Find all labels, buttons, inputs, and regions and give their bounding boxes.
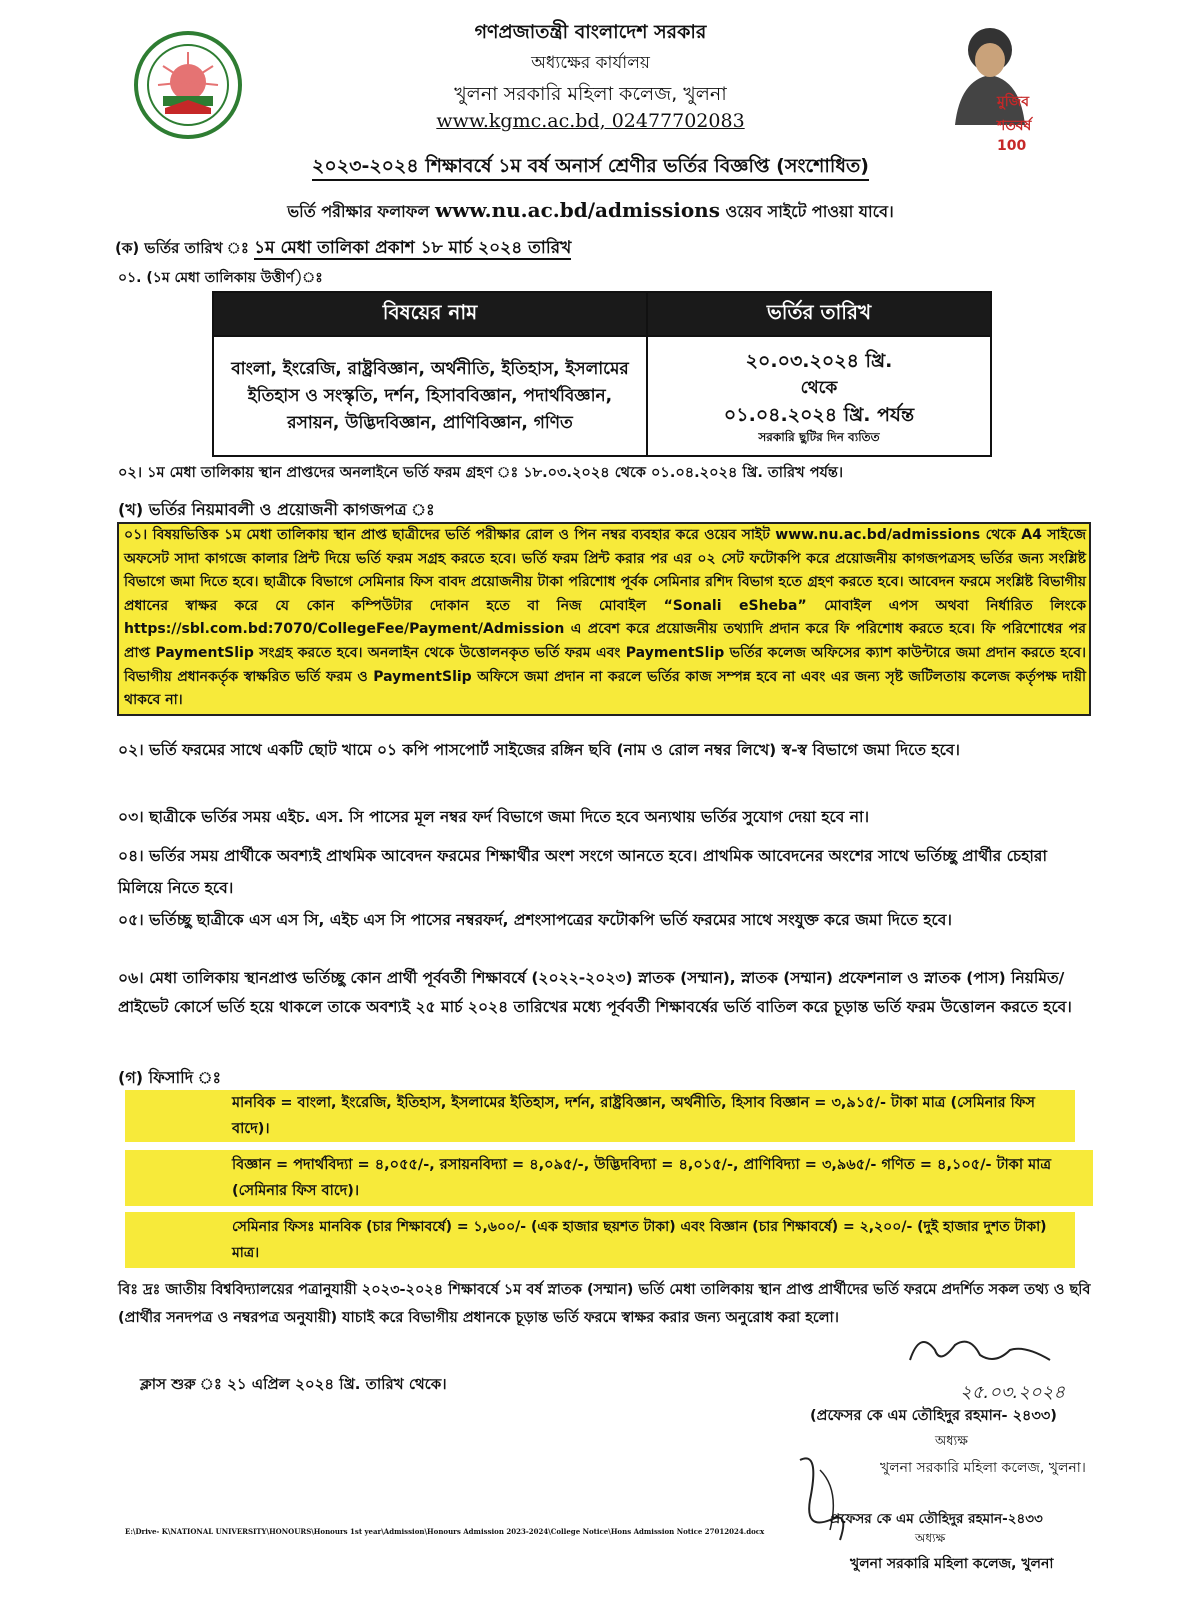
- note: বিঃ দ্রঃ জাতীয় বিশ্ববিদ্যালয়ের পত্রানুযায়ী ২০২৩-২০২৪ শিক্ষাবর্ষে ১ম বর্ষ স্নাতক (সম্মান) ভর্তি মেধা তালিকায় স্থান প্রাপ্ত প্রার্থীদের ভর্তি ফরমে প্রদর্শিত সকল তথ্য ও ছবি (প্রার্থীর সনদপত্র ও নম্বরপত্র অনুযায়ী) যাচাই করে বিভাগীয় প্রধানকে চূড়ান্ত ভর্তি ফরমে স্বাক্ষর করার জন্য অনুরোধ করা হলো।: [118, 1282, 1091, 1326]
- section-ka: [115, 235, 571, 263]
- badge-text: মুজিব শতবর্ষ 100: [997, 94, 1032, 154]
- date-note: সরকারি ছুটির দিন ব্যতিত: [758, 429, 880, 444]
- rule-01: ০১। বিষয়ভিত্তিক ১ম মেধা তালিকায় স্থান প্রাপ্ত ছাত্রীদের ভর্তি পরীক্ষার রোল ও পিন নম্বর ব্যবহার করে ওয়েব সাইট www.nu.ac.bd/admissions থেকে A4 সাইজে অফসেট সাদা কাগজে কালার প্রিন্ট দিয়ে ভর্তি ফরম সগ্রহ করতে হবে। ভর্তি ফরম প্রিন্ট করার পর এর ০২ সেট ফটোকপি করে প্রয়োজনীয় কাগজপত্রসহ ভর্তির জন্য সংশ্লিষ্ট বিভাগে জমা দিতে হবে। ছাত্রীকে বিভাগে সেমিনার ফিস বাবদ প্রয়োজনীয় টাকা পরিশোধ পূর্বক সেমিনার রশিদ বিভাগ হতে গ্রহণ করতে হবে। আবেদন ফরমে সংশ্লিষ্ট বিভাগীয় প্রধানের স্বাক্ষর করে যে কোন কম্পিউটার দোকান হতে বা নিজ মোবাইল “Sonali eSheba” মোবাইল এপস অথবা নির্ধারিত লিংকে https://sbl.com.bd:7070/CollegeFee/Payment/Admission এ প্রবেশ করে প্রয়োজনীয় তথ্যাদি প্রদান করে ফি পরিশোধ করতে হবে। ফি পরিশোধের পর প্রাপ্ত PaymentSlip সংগ্রহ করতে হবে। অনলাইন থেকে উত্তোলনকৃত ভর্তি ফরম এবং PaymentSlip ভর্তির কলেজ অফিসের ক্যাশ কাউন্টারে জমা প্রদান করতে হবে। বিভাগীয় প্রধানকর্তৃক স্বাক্ষরিত ভর্তি ফরম ও PaymentSlip অফিসে জমা প্রদান না করলে ভর্তির কাজ সম্পন্ন হবে না এবং এর জন্য সৃষ্ট জটিলতায় কলেজ কর্তৃপক্ষ দায়ী থাকবে না।: [124, 527, 1086, 709]
- section-ga: (গ) ফিসাদি ঃ: [118, 1068, 222, 1087]
- admission-date-table: [212, 291, 992, 457]
- rule-06: ০৬। মেধা তালিকায় স্থানপ্রাপ্ত ভর্তিচ্ছু কোন প্রার্থী পূর্ববর্তী শিক্ষাবর্ষে (২০২২-২০২৩) স্নাতক (সম্মান), স্নাতক (সম্মান) প্রফেশনাল ও স্নাতক (পাস) নিয়মিত/প্রাইভেট কোর্সে ভর্তি হয়ে থাকলে তাকে অবশ্যই ২৫ মার্চ ২০২৪ তারিখের মধ্যে পূর্ববর্তী শিক্ষাবর্ষের ভর্তি বাতিল করে চূড়ান্ত ভর্তি ফরম উত্তোলন করতে হবে।: [118, 969, 1072, 1016]
- result-url-link[interactable]: www.nu.ac.bd/admissions: [434, 198, 720, 222]
- result-prefix: ভর্তি পরীক্ষার ফলাফল: [287, 202, 435, 221]
- stamp-name: প্রফেসর কে এম তৌহিদুর রহমান-২৪৩৩: [830, 1511, 1043, 1527]
- line-02: ০২। ১ম মেধা তালিকায় স্থান প্রাপ্তদের অনলাইনে ভর্তি ফরম গ্রহণ ঃ ১৮.০৩.২০২৪ থেকে ০১.০৪.২০২৪ খ্রি. তারিখ পর্যন্ত।: [118, 465, 844, 481]
- fee-arts: মানবিক = বাংলা, ইংরেজি, ইতিহাস, ইসলামের ইতিহাস, দর্শন, রাষ্ট্রবিজ্ঞান, অর্থনীতি, হিসাব বিজ্ঞান = ৩,৯১৫/- টাকা মাত্র (সেমিনার ফিস বাদে)।: [232, 1095, 1035, 1137]
- dates-cell: [647, 336, 991, 456]
- rule-03: ০৩। ছাত্রীকে ভর্তির সময় এইচ. এস. সি পাসের মূল নম্বর ফর্দ বিভাগে জমা দিতে হবে অন্যথায় ভর্তির সুযোগ দেয়া হবে না।: [118, 808, 870, 826]
- signatory-name: (প্রফেসর কে এম তৌহিদুর রহমান- ২৪৩৩): [810, 1408, 1057, 1424]
- fee-seminar: সেমিনার ফিসঃ মানবিক (চার শিক্ষাবর্ষে) = ১,৬০০/- (এক হাজার ছয়শত টাকা) এবং বিজ্ঞান (চার শিক্ষাবর্ষে) = ২,২০০/- (দুই হাজার দুশত টাকা) মাত্র।: [232, 1219, 1047, 1261]
- signatory-title: অধ্যক্ষ: [935, 1434, 968, 1449]
- rule-04: ০৪। ভর্তির সময় প্রার্থীকে অবশ্যই প্রাথমিক আবেদন ফরমের শিক্ষার্থীর অংশ সংগে আনতে হবে। প্রাথমিক আবেদনের অংশের সাথে ভর্তিচ্ছু প্রার্থীর চেহারা মিলিয়ে নিতে হবে।: [118, 847, 1047, 897]
- date-to: ০১.০৪.২০২৪ খ্রি. পর্যন্ত: [723, 403, 915, 426]
- col-subject-header: বিষয়ের নাম: [213, 292, 647, 336]
- college-name: খুলনা সরকারি মহিলা কলেজ, খুলনা: [454, 83, 727, 105]
- result-line: [0, 198, 1181, 226]
- subjects-cell: বাংলা, ইংরেজি, রাষ্ট্রবিজ্ঞান, অর্থনীতি, ইতিহাস, ইসলামের ইতিহাস ও সংস্কৃতি, দর্শন, হিসাববিজ্ঞান, পদার্থবিজ্ঞান, রসায়ন, উদ্ভিদবিজ্ঞান, প্রাণিবিজ্ঞান, গণিত: [213, 336, 647, 456]
- signature-date: ২৫.০৩.২০২৪: [960, 1382, 1066, 1403]
- principal-signature: [900, 1320, 1060, 1380]
- fee-science: বিজ্ঞান = পদার্থবিদ্যা = ৪,০৫৫/-, রসায়নবিদ্যা = ৪,০৯৫/-, উদ্ভিদবিদ্যা = ৪,০১৫/-, প্রাণিবিদ্যা = ৩,৯৬৫/- গণিত = ৪,১০৫/- টাকা মাত্র (সেমিনার ফিস বাদে)।: [232, 1157, 1051, 1199]
- stamp-org: খুলনা সরকারি মহিলা কলেজ, খুলনা: [850, 1556, 1054, 1572]
- class-start: ক্লাস শুরু ঃ ২১ এপ্রিল ২০২৪ খ্রি. তারিখ থেকে।: [140, 1375, 447, 1393]
- signatory-org: খুলনা সরকারি মহিলা কলেজ, খুলনা।: [880, 1460, 1086, 1476]
- date-mid: থেকে: [800, 377, 838, 398]
- rule-02: ০২। ভর্তি ফরমের সাথে একটি ছোট খামে ০১ কপি পাসপোর্ট সাইজের রঙ্গিন ছবি (নাম ও রোল নম্বর লিখে) স্ব-স্ব বিভাগে জমা দিতে হবে।: [118, 741, 960, 759]
- govt-name: গণপ্রজাতন্ত্রী বাংলাদেশ সরকার: [474, 21, 707, 43]
- website-phone-text[interactable]: www.kgmc.ac.bd, 02477702083: [436, 110, 745, 132]
- sub-01: ০১. (১ম মেধা তালিকায় উত্তীর্ণ)ঃ: [118, 270, 323, 286]
- section-ka-text: ১ম মেধা তালিকা প্রকাশ ১৮ মার্চ ২০২৪ তারিখ: [254, 238, 572, 258]
- result-suffix: ওয়েব সাইটে পাওয়া যাবে।: [719, 202, 894, 221]
- website-phone[interactable]: [0, 110, 1181, 132]
- section-ka-label: (ক) ভর্তির তারিখ ঃ: [115, 239, 249, 257]
- section-kha: (খ) ভর্তির নিয়মাবলী ও প্রয়োজনী কাগজপত্র ঃ: [118, 500, 435, 519]
- stamp-title: অধ্যক্ষ: [915, 1531, 946, 1545]
- footer-file-path: E:\Drive- K\NATIONAL UNIVERSITY\HONOURS\Honours 1st year\Admission\Honours Admission 2023-2024\College Notice\Hons Admission Notice 27012024.docx: [125, 1527, 765, 1536]
- date-from: ২০.০৩.২০২৪ খ্রি.: [745, 349, 893, 372]
- rule-05: ০৫। ভর্তিচ্ছু ছাত্রীকে এস এস সি, এইচ এস সি পাসের নম্বরফর্দ, প্রশংসাপত্রের ফটোকপি ভর্তি ফরমের সাথে সংযুক্ত করে জমা দিতে হবে।: [118, 911, 952, 929]
- notice-title: [0, 152, 1181, 184]
- notice-title-text: ২০২৩-২০২৪ শিক্ষাবর্ষে ১ম বর্ষ অনার্স শ্রেণীর ভর্তির বিজ্ঞপ্তি (সংশোধিত): [312, 155, 869, 181]
- col-date-header: ভর্তির তারিখ: [647, 292, 991, 336]
- office-name: অধ্যক্ষের কার্যালয়: [531, 53, 650, 73]
